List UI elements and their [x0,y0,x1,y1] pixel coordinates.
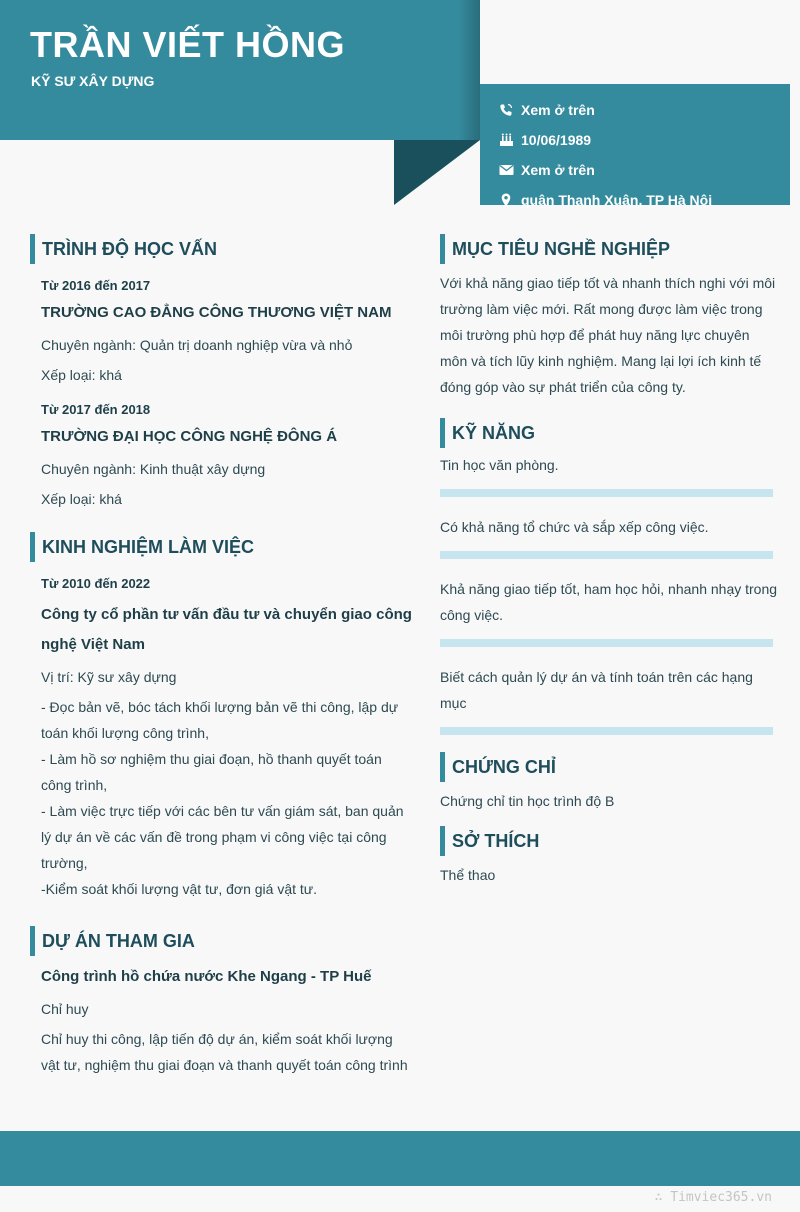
certificates-heading: CHỨNG CHỈ [440,752,780,782]
education-major: Chuyên ngành: Kinh thuật xây dựng [41,461,266,477]
contact-phone [480,95,790,125]
education-period: Từ 2017 đến 2018 [41,402,151,417]
skill-item [440,514,780,559]
objective-text: Với khả năng giao tiếp tốt và nhanh thích nghi với môi trường làm việc mới. Rất mong được làm việc trong môi trường phù hợp để phát huy năng lực chuyên môn và tích lũy kinh nghiệm. Mang lại lợi ích kinh tế đóng góp vào sự phát triển của công ty. [440,275,776,395]
header-banner [0,0,480,140]
contact-email [480,155,790,185]
map-pin-icon [497,193,515,207]
project-item [30,962,415,1078]
objective-section [440,234,780,400]
education-grade: Xếp loại: khá [41,491,122,507]
projects-section [30,926,415,1078]
skill-item [440,576,780,647]
education-period: Từ 2016 đến 2017 [41,278,151,293]
watermark: ∴ Timviec365.vn [654,1190,772,1205]
contact-phone-text: Xem ở trên [521,102,595,118]
certificates-section [440,752,780,814]
project-name: Công trình hồ chứa nước Khe Ngang - TP Huế [41,968,372,985]
skill-item [440,664,780,735]
header-fold-shadow [458,0,480,140]
certificate-text: Chứng chỉ tin học trình độ B [440,793,615,809]
experience-period: Từ 2010 đến 2022 [41,576,151,591]
contact-birthday [480,125,790,155]
job-title: KỸ SƯ XÂY DỰNG [31,73,155,89]
skill-level-bar [440,727,773,735]
project-description: Chỉ huy thi công, lập tiến độ dự án, kiểm soát khối lượng vật tư, nghiệm thu giai đoạn và thanh quyết toán công trình [41,1031,408,1073]
phone-icon [497,103,515,117]
experience-heading: KINH NGHIỆM LÀM VIỆC [30,532,415,562]
skill-text: Khả năng giao tiếp tốt, ham học hỏi, nhanh nhạy trong công việc. [440,581,778,623]
right-column [440,234,780,888]
education-grade: Xếp loại: khá [41,367,122,383]
education-major: Chuyên ngành: Quản trị doanh nghiệp vừa và nhỏ [41,337,353,353]
header-fold-corner [394,140,480,205]
education-section [30,234,415,512]
projects-heading: DỰ ÁN THAM GIA [30,926,415,956]
skills-heading: KỸ NĂNG [440,418,780,448]
experience-position: Vị trí: Kỹ sư xây dựng [41,669,177,685]
envelope-icon [497,164,515,176]
hobbies-heading: SỞ THÍCH [440,826,780,856]
objective-heading: MỤC TIÊU NGHỀ NGHIỆP [440,234,780,264]
experience-section [30,532,415,902]
skill-text: Tin học văn phòng. [440,457,559,473]
contact-address-text: quận Thanh Xuân, TP Hà Nội [521,192,713,208]
contact-email-text: Xem ở trên [521,162,595,178]
education-heading: TRÌNH ĐỘ HỌC VẤN [30,234,415,264]
skill-item [440,452,780,497]
hobbies-section [440,826,780,888]
company-name: Công ty cổ phần tư vấn đầu tư và chuyển giao công nghệ Việt Nam [41,606,412,653]
contact-box [480,84,790,208]
candidate-name: TRẦN VIẾT HỒNG [30,24,346,65]
contact-birthday-text: 10/06/1989 [521,132,592,148]
skill-text: Biết cách quản lý dự án và tính toán trên các hạng mục [440,669,753,711]
footer-band [0,1131,800,1186]
education-item [30,276,415,388]
project-role: Chỉ huy [41,1001,89,1017]
skill-level-bar [440,551,773,559]
birthday-cake-icon [497,133,515,147]
experience-item [30,574,415,902]
skill-level-bar [440,489,773,497]
experience-description: - Đọc bản vẽ, bóc tách khối lượng bản vẽ thi công, lập dự toán khối lượng công trình, - Làm hồ sơ nghiệm thu giai đoạn, hồ thanh quyết toán công trình, - Làm việc trực tiếp với các bên tư vấn giám sát, ban quản lý dự án về các vấn đề trong phạm vi công việc tại công trường, -Kiểm soát khối lượng vật tư, đơn giá vật tư. [41,699,404,897]
hobby-text: Thể thao [440,867,496,883]
skill-level-bar [440,639,773,647]
left-column [30,234,415,1078]
education-item [30,400,415,512]
school-name: TRƯỜNG ĐẠI HỌC CÔNG NGHỆ ĐÔNG Á [41,428,338,445]
skills-section [440,418,780,735]
contact-address [480,185,790,215]
skill-text: Có khả năng tổ chức và sắp xếp công việc. [440,519,709,535]
school-name: TRƯỜNG CAO ĐẲNG CÔNG THƯƠNG VIỆT NAM [41,304,392,321]
